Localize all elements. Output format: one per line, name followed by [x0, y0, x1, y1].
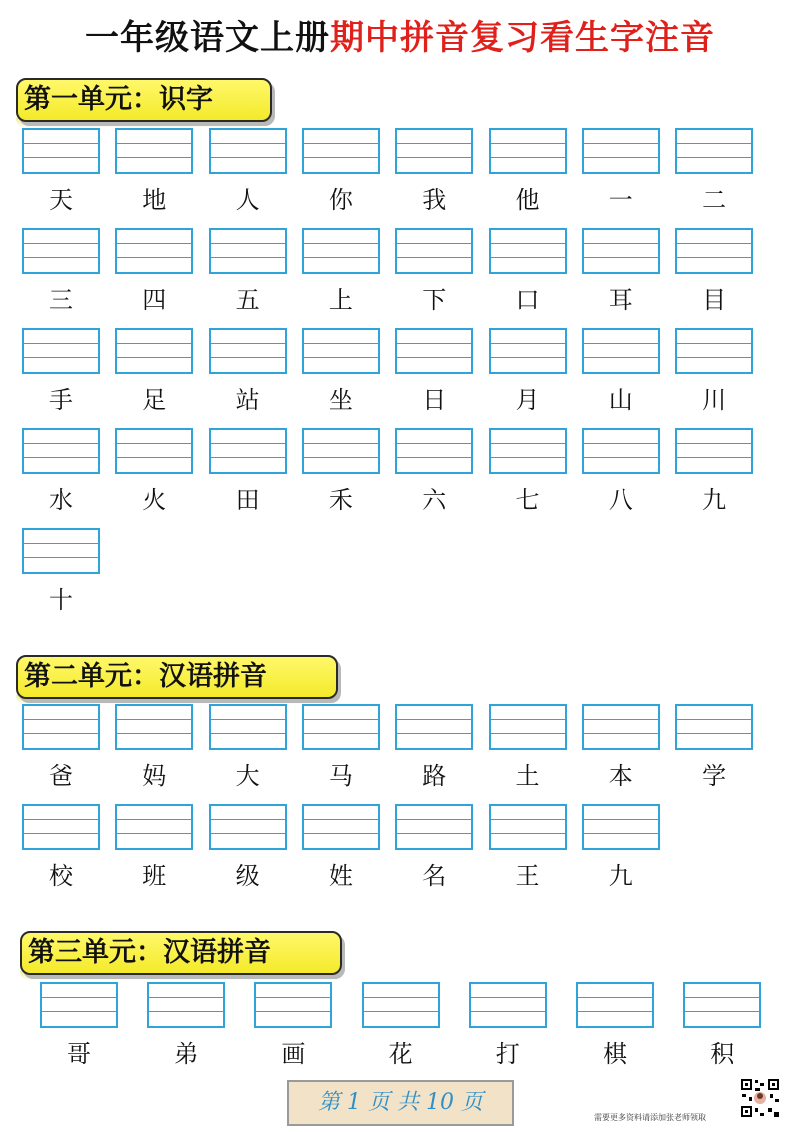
pinyin-writing-box[interactable] — [115, 804, 193, 850]
hanzi-character: 水 — [49, 486, 73, 514]
guide-line — [117, 357, 191, 358]
guide-line — [677, 243, 751, 244]
guide-line — [304, 243, 378, 244]
guide-line — [491, 143, 565, 144]
guide-line — [24, 157, 98, 158]
pinyin-writing-box[interactable] — [489, 128, 567, 174]
guide-line — [24, 719, 98, 720]
pinyin-writing-box[interactable] — [302, 428, 380, 474]
hanzi-character: 八 — [608, 486, 633, 514]
hanzi-character: 级 — [235, 862, 260, 890]
guide-line — [397, 243, 471, 244]
hanzi-character: 目 — [702, 286, 727, 314]
hanzi-character: 日 — [422, 386, 447, 414]
pinyin-writing-box[interactable] — [582, 128, 660, 174]
hanzi-character: 校 — [49, 862, 73, 890]
hanzi-character: 六 — [422, 486, 447, 514]
guide-line — [584, 357, 658, 358]
guide-line — [397, 443, 471, 444]
guide-line — [24, 357, 98, 358]
hanzi-character: 下 — [422, 286, 447, 314]
guide-line — [584, 243, 658, 244]
guide-line — [256, 1011, 330, 1012]
guide-line — [149, 1011, 223, 1012]
guide-line — [211, 719, 285, 720]
guide-line — [491, 357, 565, 358]
hanzi-character: 路 — [422, 762, 447, 790]
pinyin-writing-box[interactable] — [489, 804, 567, 850]
hanzi-character: 名 — [422, 862, 447, 890]
guide-line — [24, 557, 98, 558]
guide-line — [397, 157, 471, 158]
pinyin-writing-box[interactable] — [302, 804, 380, 850]
hanzi-character: 王 — [515, 862, 540, 890]
guide-line — [584, 719, 658, 720]
guide-line — [364, 997, 438, 998]
guide-line — [24, 243, 98, 244]
pinyin-writing-box[interactable] — [254, 982, 332, 1028]
pinyin-writing-box[interactable] — [675, 228, 753, 274]
pinyin-writing-box[interactable] — [209, 328, 287, 374]
pinyin-writing-box[interactable] — [362, 982, 440, 1028]
pinyin-writing-box[interactable] — [683, 982, 761, 1028]
pinyin-writing-box[interactable] — [675, 328, 753, 374]
guide-line — [304, 719, 378, 720]
hanzi-character: 川 — [702, 386, 727, 414]
guide-line — [584, 833, 658, 834]
hanzi-character: 地 — [142, 186, 167, 214]
guide-line — [304, 357, 378, 358]
hanzi-character: 月 — [515, 386, 540, 414]
guide-line — [471, 1011, 545, 1012]
hanzi-character: 七 — [515, 486, 540, 514]
guide-line — [304, 343, 378, 344]
pinyin-writing-box[interactable] — [582, 704, 660, 750]
guide-line — [304, 257, 378, 258]
hanzi-character: 土 — [515, 762, 540, 790]
pinyin-writing-box[interactable] — [115, 328, 193, 374]
hanzi-character: 田 — [235, 486, 260, 514]
pinyin-writing-box[interactable] — [489, 228, 567, 274]
guide-line — [304, 157, 378, 158]
guide-line — [491, 243, 565, 244]
hanzi-character: 山 — [608, 386, 633, 414]
pinyin-writing-box[interactable] — [675, 704, 753, 750]
guide-line — [397, 257, 471, 258]
guide-line — [211, 243, 285, 244]
guide-line — [584, 343, 658, 344]
guide-line — [117, 343, 191, 344]
hanzi-character: 弟 — [174, 1040, 199, 1068]
pinyin-writing-box[interactable] — [209, 228, 287, 274]
pinyin-writing-box[interactable] — [675, 428, 753, 474]
guide-line — [397, 343, 471, 344]
pinyin-writing-box[interactable] — [22, 704, 100, 750]
guide-line — [397, 457, 471, 458]
guide-line — [584, 819, 658, 820]
guide-line — [578, 997, 652, 998]
guide-line — [304, 457, 378, 458]
pinyin-writing-box[interactable] — [489, 328, 567, 374]
guide-line — [117, 833, 191, 834]
hanzi-character: 上 — [328, 286, 353, 314]
hanzi-character: 足 — [142, 386, 167, 414]
pinyin-writing-box[interactable] — [395, 428, 473, 474]
guide-line — [24, 143, 98, 144]
unit-3-heading: 第三单元：汉语拼音 — [20, 931, 342, 975]
pinyin-writing-box[interactable] — [302, 128, 380, 174]
pinyin-writing-box[interactable] — [115, 704, 193, 750]
guide-line — [211, 443, 285, 444]
hanzi-character: 妈 — [142, 762, 167, 790]
page-title — [0, 10, 800, 59]
guide-line — [24, 733, 98, 734]
pinyin-writing-box[interactable] — [582, 328, 660, 374]
guide-line — [584, 443, 658, 444]
guide-line — [211, 819, 285, 820]
pinyin-writing-box[interactable] — [469, 982, 547, 1028]
hanzi-character: 天 — [49, 186, 73, 214]
guide-line — [117, 443, 191, 444]
guide-line — [117, 719, 191, 720]
hanzi-character: 我 — [422, 186, 447, 214]
guide-line — [397, 719, 471, 720]
hanzi-character: 棋 — [603, 1040, 627, 1068]
qr-code-icon — [740, 1078, 790, 1118]
guide-line — [491, 833, 565, 834]
guide-line — [397, 143, 471, 144]
guide-line — [256, 997, 330, 998]
hanzi-character: 九 — [608, 862, 633, 890]
guide-line — [677, 143, 751, 144]
guide-line — [24, 819, 98, 820]
title-part-black: 一年级语文上册 — [85, 18, 330, 58]
hanzi-character: 你 — [328, 186, 353, 214]
hanzi-character: 大 — [235, 762, 260, 790]
hanzi-character: 坐 — [328, 386, 353, 414]
guide-line — [117, 143, 191, 144]
hanzi-character: 爸 — [49, 762, 73, 790]
guide-line — [677, 457, 751, 458]
guide-line — [364, 1011, 438, 1012]
guide-line — [677, 719, 751, 720]
guide-line — [685, 997, 759, 998]
guide-line — [24, 457, 98, 458]
page-number: 第 1 页 共 10 页 — [287, 1080, 514, 1126]
pinyin-writing-box[interactable] — [22, 528, 100, 574]
pinyin-writing-box[interactable] — [209, 804, 287, 850]
hanzi-character: 打 — [495, 1040, 520, 1068]
guide-line — [24, 343, 98, 344]
guide-line — [211, 457, 285, 458]
pinyin-writing-box[interactable] — [22, 228, 100, 274]
guide-line — [397, 819, 471, 820]
guide-line — [211, 833, 285, 834]
hanzi-character: 九 — [702, 486, 727, 514]
hanzi-character: 十 — [49, 586, 73, 614]
pinyin-writing-box[interactable] — [209, 128, 287, 174]
hanzi-character: 花 — [388, 1040, 413, 1068]
guide-line — [149, 997, 223, 998]
guide-line — [211, 343, 285, 344]
pinyin-writing-box[interactable] — [582, 428, 660, 474]
guide-line — [584, 157, 658, 158]
pinyin-writing-box[interactable] — [22, 428, 100, 474]
guide-line — [42, 997, 116, 998]
guide-line — [677, 343, 751, 344]
pinyin-writing-box[interactable] — [22, 328, 100, 374]
hanzi-character: 哥 — [67, 1040, 91, 1068]
pinyin-writing-box[interactable] — [302, 228, 380, 274]
pinyin-writing-box[interactable] — [395, 804, 473, 850]
guide-line — [677, 443, 751, 444]
pinyin-writing-box[interactable] — [22, 128, 100, 174]
guide-line — [24, 833, 98, 834]
guide-line — [304, 443, 378, 444]
guide-line — [211, 733, 285, 734]
pinyin-writing-box[interactable] — [395, 704, 473, 750]
pinyin-writing-box[interactable] — [675, 128, 753, 174]
pinyin-writing-box[interactable] — [22, 804, 100, 850]
guide-line — [211, 357, 285, 358]
guide-line — [24, 543, 98, 544]
pinyin-writing-box[interactable] — [395, 128, 473, 174]
guide-line — [677, 357, 751, 358]
hanzi-character: 他 — [515, 186, 540, 214]
unit-1-heading: 第一单元：识字 — [16, 78, 272, 122]
guide-line — [304, 819, 378, 820]
pinyin-writing-box[interactable] — [115, 128, 193, 174]
guide-line — [491, 257, 565, 258]
hanzi-character: 五 — [235, 286, 260, 314]
unit-2-heading: 第二单元：汉语拼音 — [16, 655, 338, 699]
guide-line — [397, 357, 471, 358]
guide-line — [211, 157, 285, 158]
guide-line — [685, 1011, 759, 1012]
guide-line — [42, 1011, 116, 1012]
hanzi-character: 本 — [608, 762, 633, 790]
guide-line — [491, 819, 565, 820]
guide-line — [117, 819, 191, 820]
pinyin-writing-box[interactable] — [489, 704, 567, 750]
guide-line — [304, 143, 378, 144]
guide-line — [491, 457, 565, 458]
pinyin-writing-box[interactable] — [489, 428, 567, 474]
guide-line — [24, 443, 98, 444]
hanzi-character: 班 — [142, 862, 167, 890]
pinyin-writing-box[interactable] — [115, 428, 193, 474]
pinyin-writing-box[interactable] — [302, 328, 380, 374]
pinyin-writing-box[interactable] — [209, 704, 287, 750]
guide-line — [117, 733, 191, 734]
hanzi-character: 积 — [710, 1040, 735, 1068]
guide-line — [584, 733, 658, 734]
guide-line — [211, 257, 285, 258]
guide-line — [471, 997, 545, 998]
hanzi-character: 口 — [515, 286, 540, 314]
hanzi-character: 马 — [328, 762, 353, 790]
guide-line — [584, 257, 658, 258]
guide-line — [117, 157, 191, 158]
guide-line — [491, 443, 565, 444]
guide-line — [117, 243, 191, 244]
guide-line — [584, 143, 658, 144]
guide-line — [304, 733, 378, 734]
guide-line — [677, 257, 751, 258]
pinyin-writing-box[interactable] — [147, 982, 225, 1028]
guide-line — [304, 833, 378, 834]
hanzi-character: 画 — [281, 1040, 306, 1068]
hanzi-character: 人 — [235, 186, 260, 214]
hanzi-character: 一 — [608, 186, 633, 214]
pinyin-writing-box[interactable] — [582, 228, 660, 274]
pinyin-writing-box[interactable] — [582, 804, 660, 850]
guide-line — [491, 719, 565, 720]
guide-line — [397, 833, 471, 834]
guide-line — [491, 733, 565, 734]
guide-line — [397, 733, 471, 734]
guide-line — [491, 157, 565, 158]
hanzi-character: 二 — [702, 186, 727, 214]
hanzi-character: 站 — [235, 386, 260, 414]
guide-line — [578, 1011, 652, 1012]
pinyin-writing-box[interactable] — [115, 228, 193, 274]
guide-line — [117, 457, 191, 458]
pinyin-writing-box[interactable] — [209, 428, 287, 474]
guide-line — [211, 143, 285, 144]
hanzi-character: 火 — [142, 486, 167, 514]
hanzi-character: 学 — [702, 762, 727, 790]
guide-line — [491, 343, 565, 344]
title-part-red: 期中拼音复习看生字注音 — [330, 18, 715, 58]
guide-line — [584, 457, 658, 458]
guide-line — [677, 733, 751, 734]
pinyin-writing-box[interactable] — [395, 228, 473, 274]
pinyin-writing-box[interactable] — [40, 982, 118, 1028]
hanzi-character: 手 — [49, 386, 73, 414]
contact-note: 需要更多资料请添加张老师领取 — [594, 1113, 706, 1122]
hanzi-character: 禾 — [328, 486, 353, 514]
hanzi-character: 四 — [142, 286, 167, 314]
hanzi-character: 三 — [49, 286, 73, 314]
pinyin-writing-box[interactable] — [576, 982, 654, 1028]
guide-line — [117, 257, 191, 258]
hanzi-character: 耳 — [608, 286, 633, 314]
hanzi-character: 姓 — [328, 862, 353, 890]
pinyin-writing-box[interactable] — [302, 704, 380, 750]
pinyin-writing-box[interactable] — [395, 328, 473, 374]
guide-line — [677, 157, 751, 158]
guide-line — [24, 257, 98, 258]
